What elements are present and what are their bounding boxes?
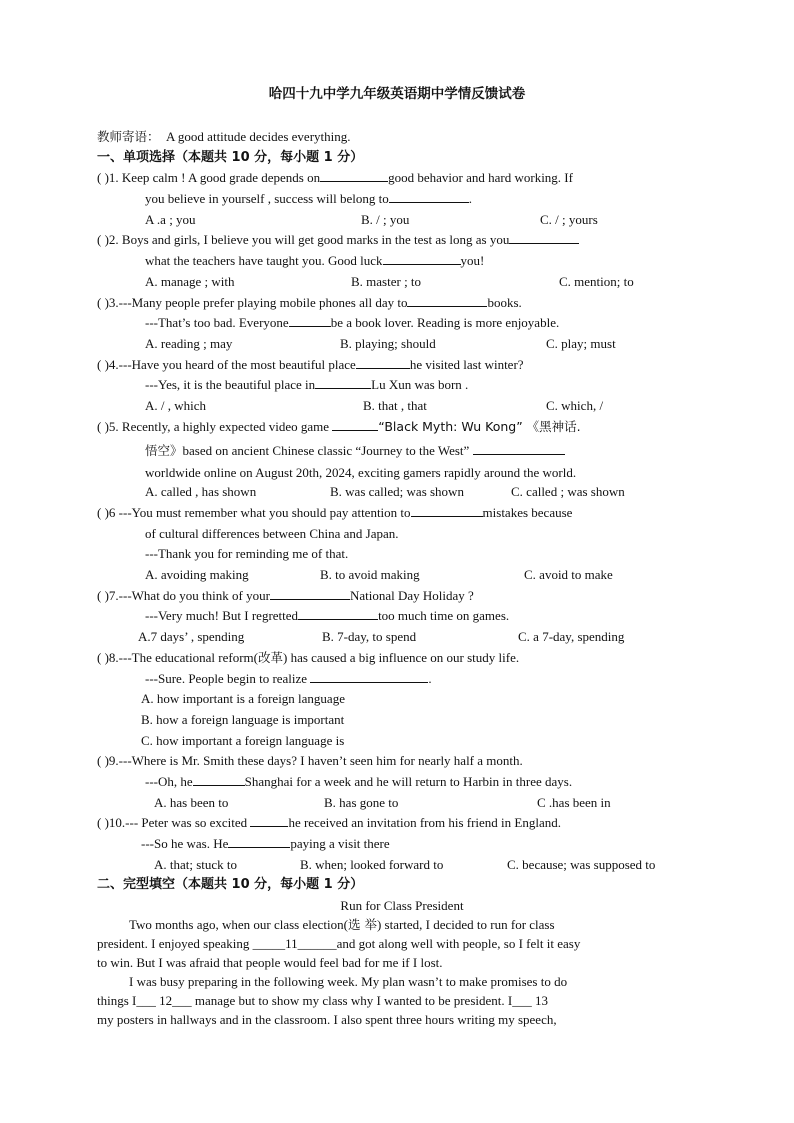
- option-a[interactable]: A. avoiding making: [145, 567, 249, 583]
- options-row: [97, 210, 707, 231]
- options-row: [97, 482, 707, 503]
- passage-text: and got along well with people, so I felt it easy: [336, 936, 581, 952]
- option-b[interactable]: B. has gone to: [324, 794, 399, 810]
- question-text: ---Very much! But I regretted: [145, 608, 299, 624]
- options-row: [97, 565, 707, 586]
- motto-text: A good attitude decides everything.: [166, 129, 351, 144]
- option-a[interactable]: A. how important is a foreign language: [141, 691, 345, 707]
- section-2-heading: 二、完型填空（本题共 10 分，每小题 1 分）: [97, 877, 364, 893]
- answer-blank[interactable]: [509, 230, 579, 244]
- question-text: based on ancient Chinese classic “Journey to the West”: [182, 443, 470, 459]
- option-b[interactable]: B. / ; you: [361, 211, 410, 227]
- answer-blank[interactable]: [289, 313, 331, 327]
- option-a[interactable]: A. / , which: [145, 397, 207, 413]
- option-c[interactable]: C .has been in: [537, 794, 611, 810]
- question-text: books.: [487, 294, 522, 310]
- passage-text: 选 举: [347, 917, 377, 933]
- answer-parenthesis[interactable]: ( ): [97, 356, 109, 372]
- answer-parenthesis[interactable]: ( ): [97, 294, 109, 310]
- question-text: ---Thank you for reminding me of that.: [145, 546, 349, 562]
- motto-label: 教师寄语：: [97, 129, 160, 144]
- option-b[interactable]: B. when; looked forward to: [300, 856, 444, 872]
- options-row: [97, 396, 707, 417]
- question-text: he received an invitation from his friend in England.: [288, 815, 561, 831]
- option-b[interactable]: B. that , that: [363, 397, 427, 413]
- answer-blank[interactable]: [411, 503, 483, 517]
- question-text: 10.--- Peter was so excited: [108, 815, 248, 831]
- answer-blank[interactable]: [407, 293, 487, 307]
- question-text: paying a visit there: [290, 836, 390, 851]
- answer-blank[interactable]: [473, 441, 565, 455]
- passage-title: Run for Class President: [340, 898, 464, 914]
- teacher-motto: [97, 127, 707, 148]
- option-b[interactable]: B. playing; should: [340, 335, 436, 351]
- options-row: [97, 272, 707, 293]
- question-text: 3.---Many people prefer playing mobile phones all day to: [108, 294, 408, 310]
- question-text: what the teachers have taught you. Good luck: [145, 253, 383, 269]
- question-text: .: [468, 191, 472, 207]
- question-5: [97, 417, 707, 503]
- passage-paragraph-2: I was busy preparing in the following week. My plan wasn’t to make promises to do: [129, 974, 568, 990]
- answer-blank[interactable]: [228, 834, 290, 848]
- question-10: [97, 813, 707, 875]
- question-text: 改革: [257, 649, 283, 665]
- option-c[interactable]: C. mention; to: [559, 273, 634, 289]
- option-a[interactable]: A. reading ; may: [145, 335, 233, 351]
- answer-blank[interactable]: [383, 251, 461, 265]
- answer-blank[interactable]: [332, 417, 378, 431]
- answer-parenthesis[interactable]: ( ): [97, 418, 109, 434]
- question-text: ---Oh, he: [145, 773, 193, 789]
- option-b[interactable]: B. master ; to: [351, 273, 422, 289]
- option-a[interactable]: A. that; stuck to: [154, 856, 238, 872]
- question-3: [97, 293, 707, 355]
- option-c[interactable]: C. / ; yours: [540, 211, 598, 227]
- question-text: too much time on games.: [378, 608, 510, 624]
- passage-text: president. I enjoyed speaking: [97, 936, 253, 952]
- question-text: 2. Boys and girls, I believe you will get good marks in the test as long as you: [108, 232, 510, 248]
- option-a[interactable]: A. called , has shown: [145, 484, 257, 500]
- section-1-heading: 一、单项选择（本题共 10 分，每小题 1 分）: [97, 149, 364, 165]
- question-text: be a book lover. Reading is more enjoyable.: [330, 315, 560, 331]
- question-text: ---Yes, it is the beautiful place in: [145, 377, 316, 393]
- option-c[interactable]: C. which, /: [546, 397, 604, 413]
- question-text: 4.---Have you heard of the most beautiful place: [108, 356, 356, 372]
- question-text: ---That’s too bad. Everyone: [145, 315, 289, 331]
- question-text: of cultural differences between China and Japan.: [145, 525, 399, 541]
- answer-blank[interactable]: [193, 772, 245, 786]
- exam-body: [97, 127, 707, 1029]
- question-text: Shanghai for a week and he will return to Harbin in three days.: [244, 773, 573, 789]
- options-row: [97, 334, 707, 355]
- options-row: [97, 855, 707, 876]
- question-text: 5. Recently, a highly expected video game: [108, 418, 330, 434]
- option-c[interactable]: C. play; must: [546, 335, 616, 351]
- question-2: [97, 230, 707, 292]
- passage-text: ) started, I decided to run for class: [376, 917, 555, 933]
- option-a[interactable]: A. has been to: [154, 794, 229, 810]
- question-text: ---Sure. People begin to realize: [145, 670, 308, 686]
- answer-blank[interactable]: [315, 375, 371, 389]
- passage-paragraph-2-end: my posters in hallways and in the classroom. I also spent three hours writing my speech,: [97, 1012, 557, 1028]
- option-c[interactable]: C. how important a foreign language is: [141, 732, 345, 748]
- question-text: ) has caused a big influence on our study life.: [283, 649, 520, 665]
- question-text: 8.---The educational reform(: [108, 649, 258, 665]
- answer-parenthesis[interactable]: ( ): [97, 815, 109, 831]
- question-text: .: [428, 670, 432, 686]
- question-9: [97, 751, 707, 813]
- answer-blank[interactable]: [310, 669, 428, 683]
- answer-parenthesis[interactable]: ( ): [97, 587, 109, 603]
- blank-11[interactable]: _____11______: [252, 936, 337, 952]
- option-b[interactable]: B. to avoid making: [320, 567, 420, 583]
- answer-blank[interactable]: [250, 813, 288, 827]
- question-text: 7.---What do you think of your: [108, 587, 270, 603]
- question-text: 9.---Where is Mr. Smith these days? I haven’t seen him for nearly half a month.: [108, 753, 523, 769]
- answer-parenthesis[interactable]: ( ): [97, 232, 109, 248]
- answer-blank[interactable]: [270, 586, 350, 600]
- answer-blank[interactable]: [389, 189, 469, 203]
- option-c[interactable]: C. a 7-day, spending: [518, 629, 625, 645]
- question-8: [97, 648, 707, 751]
- question-text: you believe in yourself , success will belong to: [145, 191, 389, 207]
- question-text: Lu Xun was born .: [371, 377, 469, 393]
- option-c[interactable]: C. because; was supposed to: [507, 856, 656, 872]
- question-text: you!: [460, 253, 485, 269]
- answer-parenthesis[interactable]: ( ): [97, 649, 109, 665]
- answer-blank[interactable]: [320, 168, 388, 182]
- question-text: mistakes because: [482, 505, 573, 520]
- question-4: [97, 355, 707, 417]
- passage-paragraph-1-cont: [97, 934, 700, 953]
- option-a[interactable]: A .a ; you: [145, 211, 196, 227]
- question-6: [97, 503, 707, 586]
- passage-paragraph-1: [97, 915, 700, 934]
- options-row: [97, 627, 707, 648]
- question-text: he visited last winter?: [409, 356, 524, 372]
- question-7: [97, 586, 707, 648]
- passage-paragraph-2-cont: things I___ 12___ manage but to show my class why I wanted to be president. I___ 13: [97, 993, 548, 1009]
- question-text: “Black Myth: Wu Kong” 《黑神话.: [378, 418, 581, 434]
- option-c[interactable]: C. called ; was shown: [511, 484, 625, 500]
- question-text: 6 ---You must remember what you should pay attention to: [108, 505, 411, 520]
- answer-blank[interactable]: [298, 606, 378, 620]
- question-text: 1. Keep calm ! A good grade depends on: [108, 170, 321, 186]
- question-text: worldwide online on August 20th, 2024, exciting gamers rapidly around the world.: [145, 465, 577, 481]
- option-a[interactable]: A. manage ; with: [145, 273, 235, 289]
- page-title: 哈四十九中学九年级英语期中学情反馈试卷: [268, 86, 526, 102]
- answer-parenthesis[interactable]: ( ): [97, 505, 109, 520]
- question-text: good behavior and hard working. If: [388, 170, 573, 186]
- option-a[interactable]: A.7 days’ , spending: [138, 629, 245, 645]
- answer-parenthesis[interactable]: ( ): [97, 170, 109, 186]
- question-text: National Day Holiday ?: [349, 587, 474, 603]
- question-1: [97, 168, 707, 230]
- answer-blank[interactable]: [356, 355, 410, 369]
- passage-text: Two months ago, when our class election(: [129, 917, 348, 933]
- option-b[interactable]: B. 7-day, to spend: [322, 629, 417, 645]
- question-text: 悟空》: [145, 443, 183, 459]
- option-b[interactable]: B. how a foreign language is important: [141, 711, 345, 727]
- question-text: ---So he was. He: [141, 836, 229, 851]
- options-row: [97, 793, 707, 814]
- passage-paragraph-1-end: to win. But I was afraid that people would feel bad for me if I lost.: [97, 955, 443, 971]
- option-b[interactable]: B. was called; was shown: [330, 484, 464, 500]
- answer-parenthesis[interactable]: ( ): [97, 753, 109, 769]
- option-c[interactable]: C. avoid to make: [524, 567, 613, 583]
